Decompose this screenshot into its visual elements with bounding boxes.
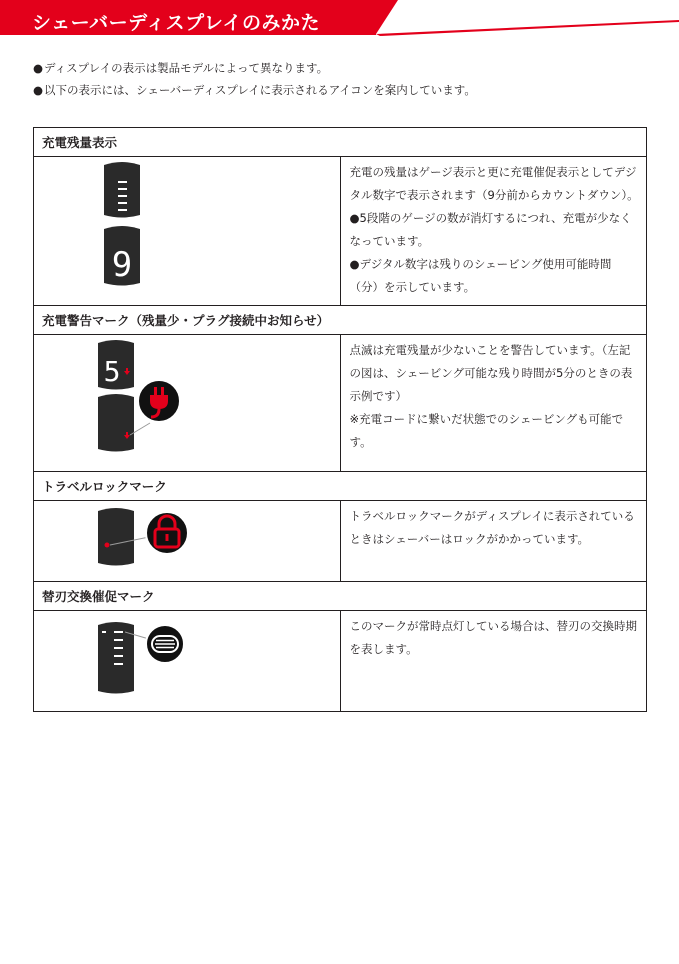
description-paragraph: ●デジタル数字は残りのシェービング使用可能時間（分）を示しています。 [349, 257, 612, 294]
note-line [33, 57, 476, 79]
intro-notes [33, 57, 476, 101]
description-paragraph: このマークが常時点灯している場合は、替刃の交換時期を表します。 [349, 619, 637, 656]
section-title-battery: 充電残量表示 [34, 128, 647, 157]
section-title-lock: トラベルロックマーク [34, 472, 647, 501]
description-paragraph: ※充電コードに繋いだ状態でのシェービングも可能です。 [349, 412, 624, 449]
note-bullet: ● [33, 61, 44, 75]
battery-digit-label: 9 [111, 245, 133, 285]
blade-description [340, 611, 647, 712]
note-text: 以下の表示には、シェーバーディスプレイに表示されるアイコンを案内しています。 [44, 83, 476, 97]
note-text: ディスプレイの表示は製品モデルによって異なります。 [44, 61, 329, 75]
blade-icon-cell [34, 611, 341, 712]
description-paragraph: ●5段階のゲージの数が消灯するにつれ、充電が少なくなっています。 [349, 211, 632, 248]
battery-description [340, 157, 647, 306]
page-title: シェーバーディスプレイのみかた [32, 12, 320, 34]
blade-replace-icon [34, 611, 205, 701]
display-icon-table [33, 127, 647, 712]
lock-description [340, 501, 647, 582]
description-paragraph: 点滅は充電残量が少ないことを警告しています。（左記の図は、シェービング可能な残り時間が5分のときの表示例です） [349, 343, 633, 403]
warning-digit-label: 5 [103, 355, 121, 388]
section-title-blade: 替刃交換催促マーク [34, 582, 647, 611]
plug-warning-icon [34, 335, 205, 461]
description-paragraph: トラベルロックマークがディスプレイに表示されているときはシェーバーはロックがかかっています。 [349, 509, 635, 546]
battery-icon-cell [34, 157, 341, 306]
padlock-icon [34, 501, 205, 571]
warning-description [340, 335, 647, 472]
note-bullet: ● [33, 83, 44, 97]
battery-gauge-and-digit-icon [34, 157, 205, 295]
section-title-warning: 充電警告マーク（残量少・プラグ接続中お知らせ） [34, 306, 647, 335]
lock-icon-cell [34, 501, 341, 582]
note-line [33, 79, 476, 101]
warning-icon-cell [34, 335, 341, 472]
description-paragraph: 充電の残量はゲージ表示と更に充電催促表示としてデジタル数字で表示されます（9分前からカウントダウン）。 [349, 165, 639, 202]
